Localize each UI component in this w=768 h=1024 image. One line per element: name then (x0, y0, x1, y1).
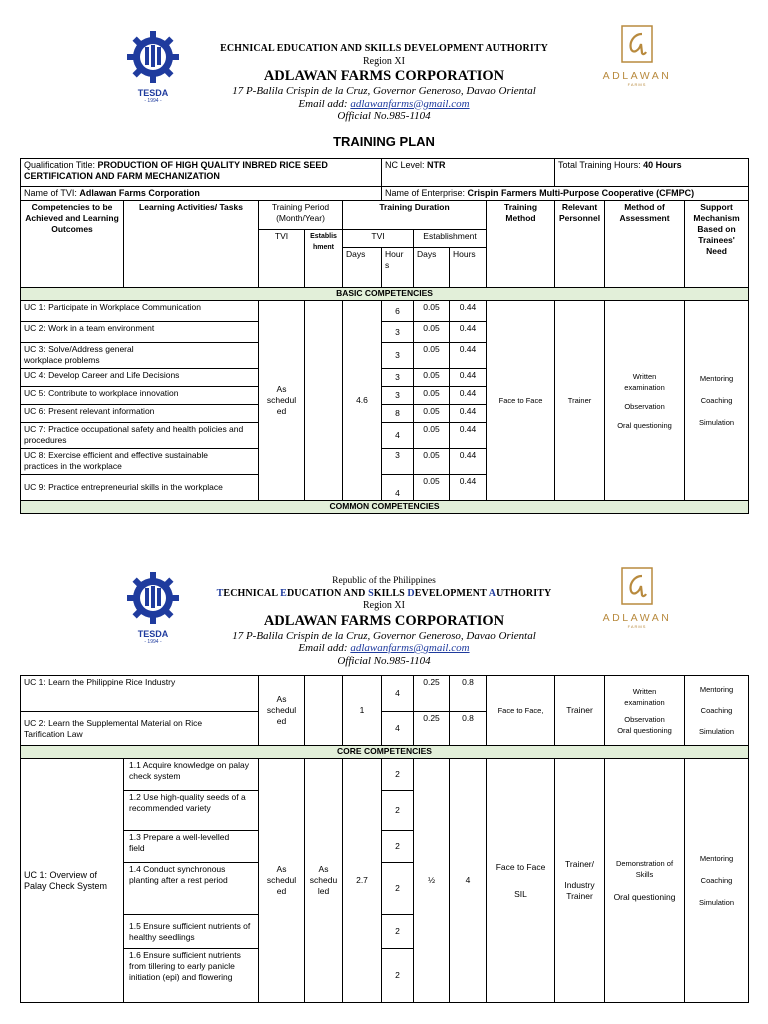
core-unit: UC 1: Overview of Palay Check System (21, 759, 124, 1003)
republic-line: Republic of the Philippines (332, 576, 436, 586)
basic-period-tvi: As schedul ed (259, 301, 305, 501)
official-number: Official No.985-1104 (337, 110, 431, 122)
col-hours: Hour s (382, 248, 414, 288)
table-row: UC 1: Learn the Philippine Rice Industry As schedul ed 1 4 0.25 0.8 Face to Face, Trainer Written examination Observation Oral questioning Mentoring Coaching Simulation (21, 676, 749, 712)
table-row: 1.2 Use high-quality seeds of a recommended variety 2 (21, 791, 749, 831)
tesda-logo-year: - 1994 - (144, 98, 162, 104)
email-line: Email add: adlawanfarms@gmail.com (298, 97, 470, 110)
region: Region XI (363, 600, 405, 611)
common-days: 1 (343, 676, 382, 746)
col-est-hours: Hours (450, 248, 487, 288)
adlawan-logo-text: ADLAWAN (602, 70, 672, 82)
col-est-days: Days (414, 248, 450, 288)
core-est-hours: 4 (450, 759, 487, 1003)
table-row: UC 3: Solve/Address general workplace problems 3 0.05 0.44 (21, 343, 749, 369)
region: Region XI (363, 55, 405, 67)
info-row-2 (21, 187, 749, 201)
table-row: UC 8: Exercise efficient and effective sustainable practices in the workplace 3 0.05 0.44 (21, 449, 749, 475)
table-row: UC 2: Work in a team environment 3 0.05 0.44 (21, 322, 749, 343)
adlawan-logo-text: ADLAWAN (602, 612, 672, 624)
enterprise-name-cell: Name of Enterprise: Crispin Farmers Multi-Purpose Cooperative (CFMPC) (382, 187, 749, 201)
table-row: 1.3 Prepare a well-levelled field 2 (21, 831, 749, 863)
address: 17 P-Balila Crispin de la Cruz, Governor Generoso, Davao Oriental (232, 85, 536, 97)
total-hours-cell: Total Training Hours: 40 Hours (555, 159, 749, 187)
core-period-est: As schedu led (305, 759, 343, 1003)
table-row: UC 6: Present relevant information 8 0.05 0.44 (21, 405, 749, 423)
core-est-days: ½ (414, 759, 450, 1003)
training-plan-table-continued (20, 675, 749, 1003)
col-support: Support Mechanism Based on Trainees' Need (685, 201, 749, 288)
col-period-est: Establis hment (305, 230, 343, 288)
col-dur-est: Establishment (414, 230, 487, 248)
basic-days: 4.6 (343, 301, 382, 501)
core-competencies-band: CORE COMPETENCIES (21, 746, 749, 759)
nc-level-cell: NC Level: NTR (382, 159, 555, 187)
core-personnel: Trainer/ Industry Trainer (555, 759, 605, 1003)
adlawan-logo-sub: FARMS (627, 82, 647, 87)
agency-name: TECHNICAL EDUCATION AND SKILLS DEVELOPMENT AUTHORITY (216, 587, 552, 599)
basic-period-est (305, 301, 343, 501)
page-title: TRAINING PLAN (333, 134, 435, 149)
table-row: UC 1: Overview of Palay Check System 1.1 Acquire knowledge on palay check system As schedul ed As schedu led 2.7 2 ½ 4 Face to Face SIL Trainer/ Industry Trainer Demonstration of Skills Oral questioning Mentoring Coaching Simulation (21, 759, 749, 791)
adlawan-logo-sub: FARMS (627, 624, 647, 629)
core-method: Face to Face SIL (487, 759, 555, 1003)
email-link[interactable]: adlawanfarms@gmail.com (350, 97, 470, 110)
common-method: Face to Face, (487, 676, 555, 746)
col-method: Training Method (487, 201, 555, 288)
tesda-logo-text: TESDA (137, 88, 169, 98)
column-header-row-1 (21, 201, 749, 230)
core-assessment: Demonstration of Skills Oral questioning (605, 759, 685, 1003)
agency-name: ECHNICAL EDUCATION AND SKILLS DEVELOPMENT AUTHORITY (220, 43, 548, 54)
common-period-est (305, 676, 343, 746)
tvi-name-cell: Name of TVI: Adlawan Farms Corporation (21, 187, 382, 201)
table-row: UC 4: Develop Career and Life Decisions 3 0.05 0.44 (21, 369, 749, 387)
basic-method: Face to Face (487, 301, 555, 501)
core-days: 2.7 (343, 759, 382, 1003)
corporation-name: ADLAWAN FARMS CORPORATION (263, 68, 505, 84)
table-row: 1.4 Conduct synchronous planting after a rest period 2 (21, 863, 749, 915)
table-row: UC 7: Practice occupational safety and health policies and procedures 4 0.05 0.44 (21, 423, 749, 449)
col-dur-tvi: TVI (343, 230, 414, 248)
col-competencies: Competencies to be Achieved and Learning Outcomes (21, 201, 124, 288)
col-period-tvi: TVI (259, 230, 305, 288)
common-period-tvi: As schedul ed (259, 676, 305, 746)
email-link[interactable]: adlawanfarms@gmail.com (350, 642, 470, 654)
table-row: UC 1: Participate in Workplace Communication As schedul ed 4.6 6 0.05 0.44 Face to Face Trainer Written examination Observation Oral questioning Mentoring Coaching Simulation (21, 301, 749, 322)
qualification-cell: Qualification Title: PRODUCTION OF HIGH QUALITY INBRED RICE SEED CERTIFICATION AND FARM MECHANIZATION (21, 159, 382, 187)
table-row: UC 9: Practice entrepreneurial skills in the workplace 4 0.05 0.44 (21, 475, 749, 501)
tesda-logo-year: - 1994 - (144, 639, 162, 645)
basic-assessment: Written examination Observation Oral questioning (605, 301, 685, 501)
letterhead-2 (0, 575, 768, 667)
table-row: 1.6 Ensure sufficient nutrients from tillering to early panicle initiation (epi) and flowering 2 (21, 949, 749, 1003)
common-personnel: Trainer (555, 676, 605, 746)
info-row-1 (21, 159, 749, 187)
official-number: Official No.985-1104 (337, 654, 431, 667)
email-line: Email add: adlawanfarms@gmail.com (298, 642, 470, 654)
col-personnel: Relevant Personnel (555, 201, 605, 288)
common-competencies-band: COMMON COMPETENCIES (21, 501, 749, 514)
basic-personnel: Trainer (555, 301, 605, 501)
col-days: Days (343, 248, 382, 288)
training-plan-table (20, 158, 749, 514)
core-period-tvi: As schedul ed (259, 759, 305, 1003)
letterhead-1 (0, 43, 768, 123)
basic-support: Mentoring Coaching Simulation (685, 301, 749, 501)
col-activities: Learning Activities/ Tasks (124, 201, 259, 288)
corporation-name: ADLAWAN FARMS CORPORATION (263, 612, 505, 629)
common-assessment: Written examination Observation Oral questioning (605, 676, 685, 746)
core-support: Mentoring Coaching Simulation (685, 759, 749, 1003)
tesda-logo-text: TESDA (137, 629, 169, 639)
table-row: UC 2: Learn the Supplemental Material on Rice Tarification Law 4 0.25 0.8 (21, 712, 749, 746)
col-duration: Training Duration (343, 201, 487, 230)
table-row: 1.5 Ensure sufficient nutrients of healthy seedlings 2 (21, 915, 749, 949)
col-period: Training Period (Month/Year) (259, 201, 343, 230)
basic-competencies-band: BASIC COMPETENCIES (21, 288, 749, 301)
common-support: Mentoring Coaching Simulation (685, 676, 749, 746)
address: 17 P-Balila Crispin de la Cruz, Governor Generoso, Davao Oriental (232, 629, 536, 642)
table-row: UC 5: Contribute to workplace innovation 3 0.05 0.44 (21, 387, 749, 405)
col-assessment: Method of Assessment (605, 201, 685, 288)
